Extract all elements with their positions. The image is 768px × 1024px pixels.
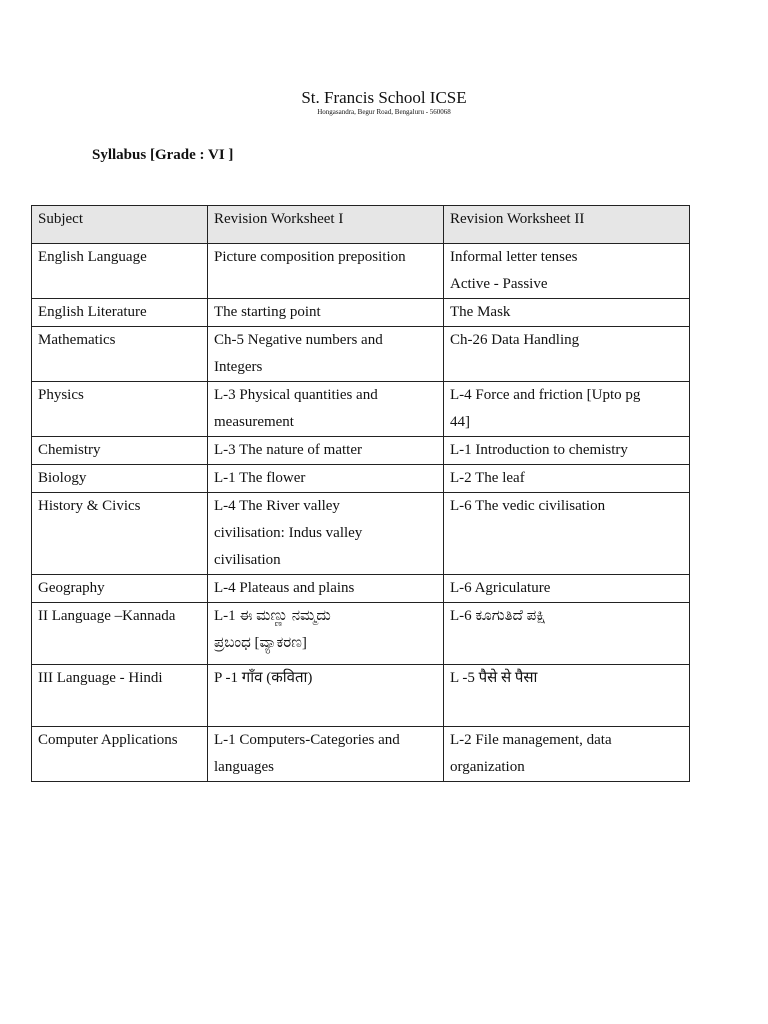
- school-address: Hongasandra, Begur Road, Bengaluru - 560068: [317, 108, 451, 116]
- cell-line: The Mask: [450, 304, 511, 320]
- cell-line: Ch-26 Data Handling: [450, 332, 580, 348]
- worksheet-1-cell: [208, 437, 444, 465]
- cell-line: civilisation: [214, 552, 281, 568]
- worksheet-2-cell: [444, 299, 690, 327]
- worksheet-2-cell: [444, 327, 690, 382]
- subject-cell: III Language - Hindi: [32, 665, 208, 727]
- cell-line: L-1 Introduction to chemistry: [450, 442, 628, 458]
- cell-line: L-3 Physical quantities and: [214, 387, 378, 403]
- worksheet-1-cell: [208, 575, 444, 603]
- cell-line: L-6 The vedic civilisation: [450, 498, 606, 514]
- table-row: [32, 465, 690, 493]
- worksheet-2-cell: [444, 382, 690, 437]
- cell-line: 44]: [450, 414, 470, 430]
- table-row: [32, 437, 690, 465]
- document-header: [0, 88, 768, 117]
- worksheet-1-cell: [208, 465, 444, 493]
- cell-line: Picture composition preposition: [214, 249, 406, 265]
- subject-cell: English Language: [32, 244, 208, 299]
- table-row: [32, 727, 690, 782]
- cell-line: L-3 The nature of matter: [214, 442, 362, 458]
- subject-cell: Biology: [32, 465, 208, 493]
- cell-line: L-4 Plateaus and plains: [214, 580, 355, 596]
- worksheet-2-cell: [444, 727, 690, 782]
- worksheet-2-cell: [444, 665, 690, 727]
- cell-line: L-6 ಕೂಗುತಿದೆ ಪಕ್ಷಿ: [450, 608, 546, 624]
- table-row: [32, 327, 690, 382]
- subject-cell: Chemistry: [32, 437, 208, 465]
- table-row: [32, 603, 690, 665]
- cell-line: Informal letter tenses: [450, 249, 578, 265]
- subject-cell: History & Civics: [32, 493, 208, 575]
- subject-cell: II Language –Kannada: [32, 603, 208, 665]
- worksheet-1-cell: [208, 727, 444, 782]
- table-row: [32, 299, 690, 327]
- cell-line: civilisation: Indus valley: [214, 525, 363, 541]
- subject-cell: Physics: [32, 382, 208, 437]
- worksheet-1-cell: [208, 327, 444, 382]
- header-revision-worksheet-2: Revision Worksheet II: [444, 206, 690, 244]
- cell-line: L-4 Force and friction [Upto pg: [450, 387, 641, 403]
- cell-line: L-2 File management, data: [450, 732, 612, 748]
- school-name: St. Francis School ICSE: [301, 88, 467, 107]
- worksheet-2-cell: [444, 244, 690, 299]
- table-row: [32, 244, 690, 299]
- worksheet-2-cell: [444, 465, 690, 493]
- worksheet-1-cell: [208, 665, 444, 727]
- worksheet-2-cell: [444, 437, 690, 465]
- header-revision-worksheet-1: Revision Worksheet I: [208, 206, 444, 244]
- worksheet-2-cell: [444, 493, 690, 575]
- table-header-row: [32, 206, 690, 244]
- syllabus-title: Syllabus [Grade : VI ]: [92, 147, 234, 163]
- cell-line: measurement: [214, 414, 294, 430]
- cell-line: P -1 गाँव (कविता): [214, 670, 313, 686]
- subject-cell: English Literature: [32, 299, 208, 327]
- cell-line: L-1 Computers-Categories and: [214, 732, 400, 748]
- cell-line: Integers: [214, 359, 263, 375]
- cell-line: L -5 पैसे से पैसा: [450, 670, 538, 686]
- table-row: [32, 493, 690, 575]
- cell-line: organization: [450, 759, 525, 775]
- cell-line: languages: [214, 759, 274, 775]
- cell-line: L-4 The River valley: [214, 498, 340, 514]
- cell-line: The starting point: [214, 304, 321, 320]
- cell-line: L-1 The flower: [214, 470, 306, 486]
- syllabus-table: [31, 205, 690, 782]
- worksheet-2-cell: [444, 603, 690, 665]
- subject-cell: Computer Applications: [32, 727, 208, 782]
- cell-line: L-2 The leaf: [450, 470, 525, 486]
- cell-line: ಪ್ರಬಂಧ [ವ್ಯಾಕರಣ]: [214, 635, 307, 651]
- subject-cell: Geography: [32, 575, 208, 603]
- table-row: [32, 665, 690, 727]
- worksheet-1-cell: [208, 244, 444, 299]
- table-row: [32, 382, 690, 437]
- worksheet-1-cell: [208, 382, 444, 437]
- cell-line: L-6 Agriculature: [450, 580, 551, 596]
- cell-line: L-1 ಈ ಮಣ್ಣು ನಮ್ಮದು: [214, 608, 331, 624]
- worksheet-1-cell: [208, 299, 444, 327]
- worksheet-1-cell: [208, 603, 444, 665]
- subject-cell: Mathematics: [32, 327, 208, 382]
- table-row: [32, 575, 690, 603]
- header-subject: Subject: [32, 206, 208, 244]
- worksheet-1-cell: [208, 493, 444, 575]
- worksheet-2-cell: [444, 575, 690, 603]
- cell-line: Active - Passive: [450, 276, 548, 292]
- cell-line: Ch-5 Negative numbers and: [214, 332, 383, 348]
